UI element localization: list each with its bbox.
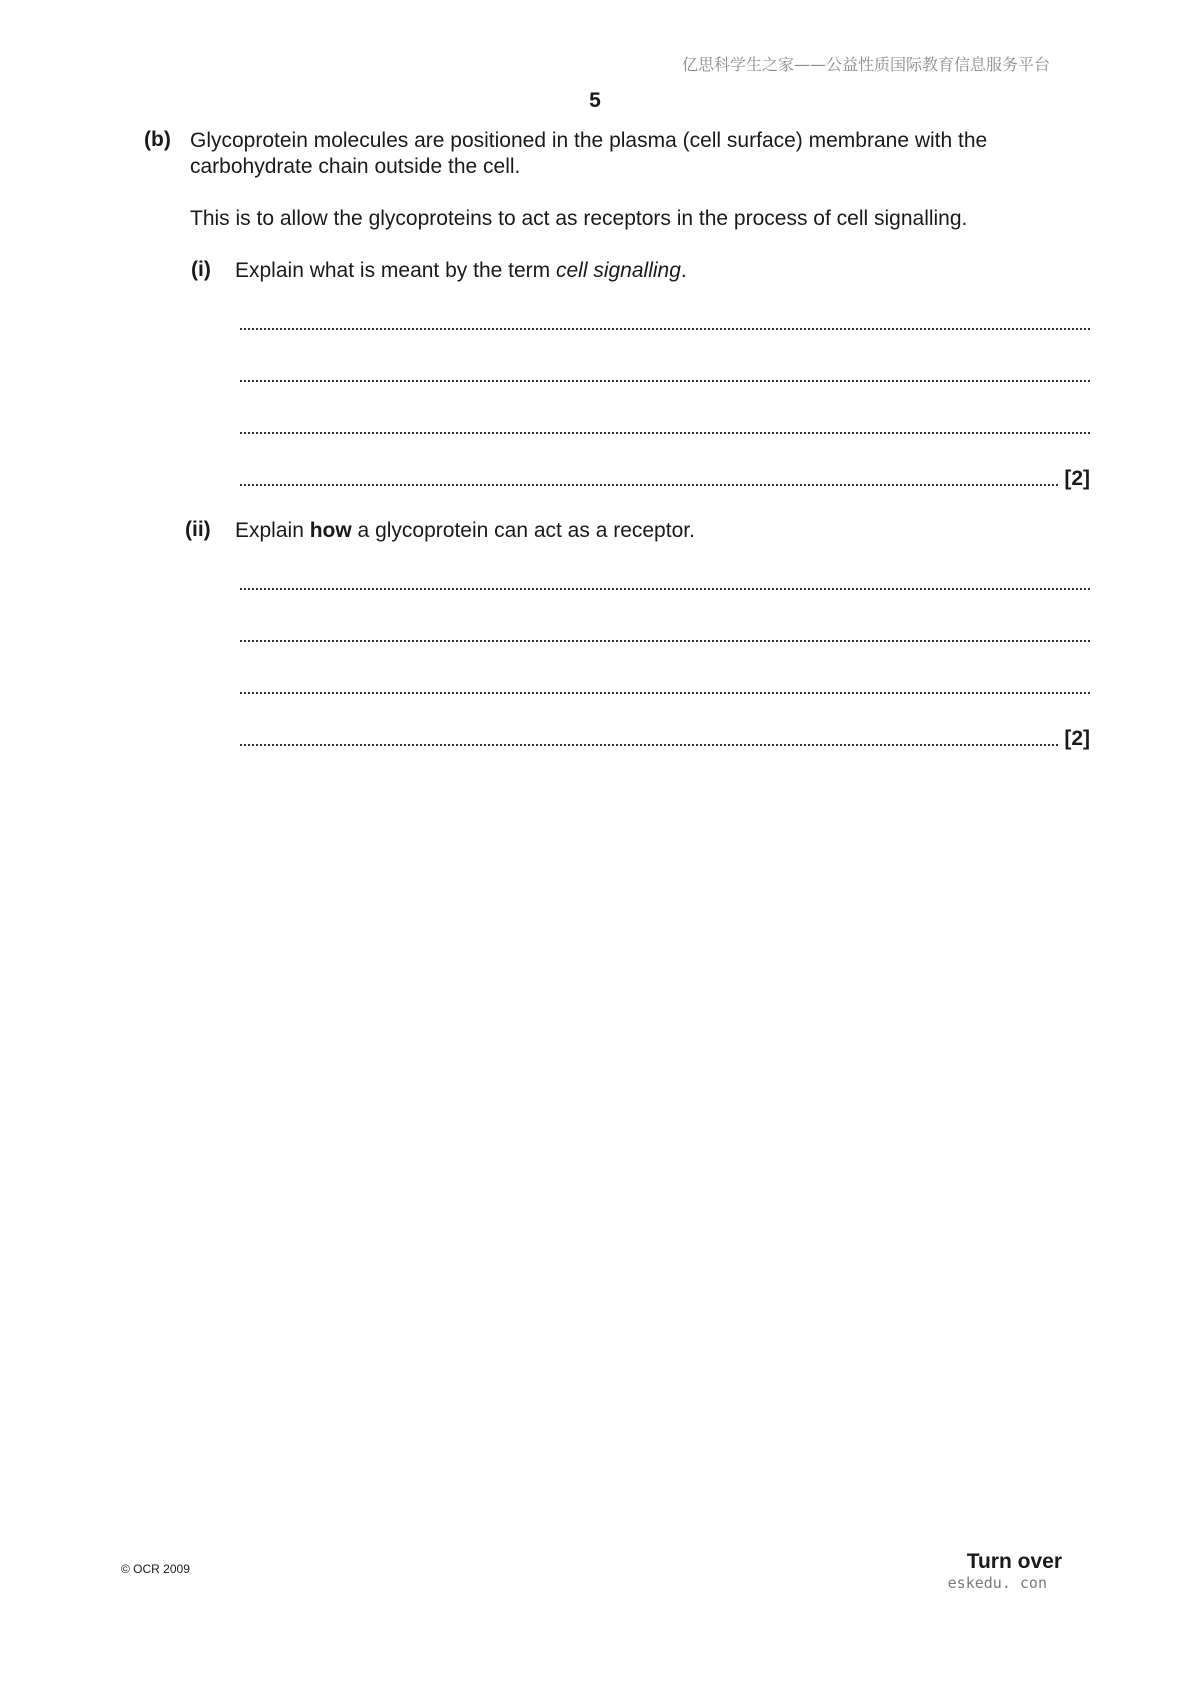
- copyright-notice: © OCR 2009: [121, 1562, 190, 1576]
- part-i-prompt: [235, 258, 1085, 284]
- part-ii-answer-line-3[interactable]: [240, 674, 1090, 700]
- dotted-line: [240, 640, 1090, 642]
- part-ii-answer-line-2[interactable]: [240, 622, 1090, 648]
- part-i-answer-line-3[interactable]: [240, 414, 1090, 440]
- part-i-prompt-after: .: [680, 259, 687, 282]
- part-i-answer-line-4[interactable]: [240, 466, 1090, 492]
- dotted-line: [240, 588, 1090, 590]
- turn-over-label: Turn over: [966, 1550, 1062, 1573]
- part-i-label: (i): [191, 258, 211, 281]
- part-ii-label: (ii): [185, 518, 211, 541]
- watermark-text: 亿思科学生之家——公益性质国际教育信息服务平台: [681, 55, 1050, 74]
- part-ii-answer-line-4[interactable]: [240, 726, 1090, 752]
- question-b-intro-line2: carbohydrate chain outside the cell.: [190, 155, 521, 178]
- question-b-context: This is to allow the glycoproteins to act as receptors in the process of cell signalling.: [190, 207, 968, 230]
- part-ii-prompt-bold: how: [309, 519, 352, 542]
- dotted-line: [240, 484, 1058, 486]
- part-i-answer-line-1[interactable]: [240, 310, 1090, 336]
- page-number: 5: [589, 89, 601, 112]
- part-i-answer-line-2[interactable]: [240, 362, 1090, 388]
- dotted-line: [240, 380, 1090, 382]
- part-i-marks: [2]: [1064, 467, 1090, 490]
- question-b-label: (b): [144, 128, 171, 151]
- question-b-intro-line1: Glycoprotein molecules are positioned in the plasma (cell surface) membrane with the: [190, 129, 988, 152]
- part-ii-prompt-before: Explain: [235, 519, 310, 542]
- dotted-line: [240, 744, 1058, 746]
- footer-site-text: eskedu. con: [947, 1574, 1047, 1592]
- part-ii-marks: [2]: [1064, 727, 1090, 750]
- dotted-line: [240, 692, 1090, 694]
- part-i-prompt-term: cell signalling: [555, 259, 681, 282]
- part-ii-answer-line-1[interactable]: [240, 570, 1090, 596]
- part-i-prompt-before: Explain what is meant by the term: [235, 259, 556, 282]
- part-ii-prompt-after: a glycoprotein can act as a receptor.: [351, 519, 695, 542]
- dotted-line: [240, 328, 1090, 330]
- dotted-line: [240, 432, 1090, 434]
- part-ii-prompt: [235, 518, 1085, 544]
